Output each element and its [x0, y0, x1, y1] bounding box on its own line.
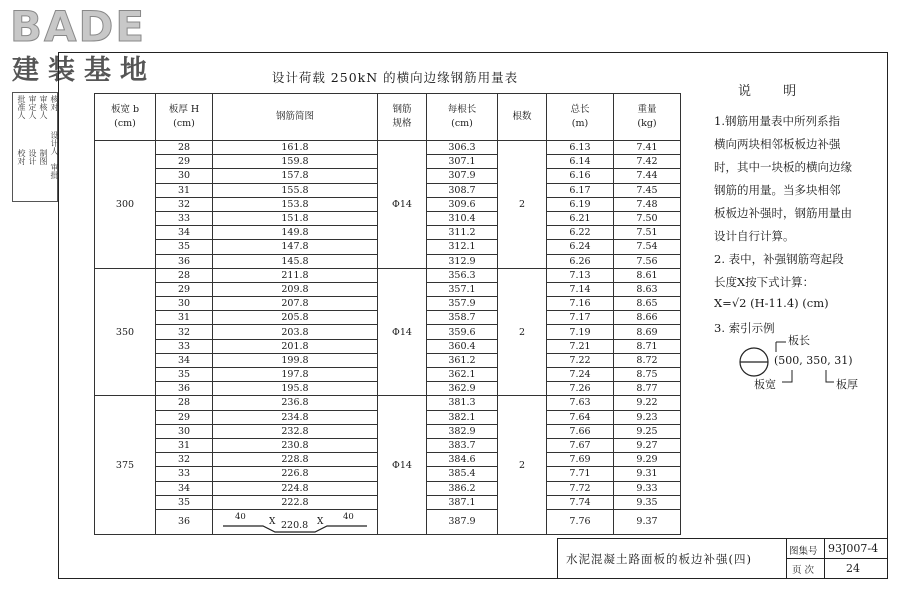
- cell-weight: 7.50: [614, 211, 681, 225]
- cell-total-length: 7.72: [547, 481, 614, 495]
- cell-total-length: 7.67: [547, 438, 614, 452]
- approval-sidebar: [12, 92, 58, 202]
- cell-weight: 8.61: [614, 268, 681, 282]
- atlas-number: 93J007-4: [828, 542, 879, 555]
- header-sketch: 钢筋简图: [213, 94, 378, 141]
- notes-line: 1.钢筋用量表中所列系指: [714, 114, 840, 128]
- cell-weight: 8.71: [614, 339, 681, 353]
- label-board-width: 板宽: [754, 378, 776, 391]
- cell-length-each: 387.9: [427, 509, 498, 534]
- cell-width: 375: [95, 396, 156, 535]
- cell-total-length: 7.26: [547, 382, 614, 396]
- cell-weight: 7.48: [614, 197, 681, 211]
- index-example-diagram: [730, 334, 880, 408]
- header-total-length: 总长 (m): [547, 94, 614, 141]
- cell-sketch: 149.8: [213, 226, 378, 240]
- cell-weight: 9.29: [614, 453, 681, 467]
- cell-sketch: 199.8: [213, 353, 378, 367]
- cell-weight: 8.63: [614, 282, 681, 296]
- cell-thickness: 29: [156, 282, 213, 296]
- cell-width: 350: [95, 268, 156, 396]
- notes-line: 板板边补强时，钢筋用量由: [714, 206, 852, 220]
- cell-spec: Φ14: [378, 268, 427, 396]
- cell-thickness: 33: [156, 211, 213, 225]
- cell-length-each: 362.9: [427, 382, 498, 396]
- sketch-center: 220.8: [281, 519, 309, 531]
- cell-thickness: 32: [156, 197, 213, 211]
- sidebar-label: 审批: [50, 163, 59, 179]
- cell-weight: 7.44: [614, 169, 681, 183]
- cell-sketch: 203.8: [213, 325, 378, 339]
- cell-thickness: 28: [156, 141, 213, 155]
- cell-weight: 8.69: [614, 325, 681, 339]
- table-row: [95, 396, 681, 410]
- cell-weight: 9.22: [614, 396, 681, 410]
- cell-thickness: 33: [156, 339, 213, 353]
- cell-length-each: 358.7: [427, 311, 498, 325]
- cell-total-length: 6.13: [547, 141, 614, 155]
- cell-spec: Φ14: [378, 141, 427, 269]
- cell-weight: 8.75: [614, 368, 681, 382]
- cell-weight: 7.41: [614, 141, 681, 155]
- sidebar-label: 制图: [39, 149, 48, 165]
- cell-sketch: 197.8: [213, 368, 378, 382]
- cell-weight: 8.66: [614, 311, 681, 325]
- cell-thickness: 35: [156, 240, 213, 254]
- cell-count: 2: [498, 396, 547, 535]
- cell-length-each: 385.4: [427, 467, 498, 481]
- cell-sketch: 228.8: [213, 453, 378, 467]
- cell-thickness: 29: [156, 155, 213, 169]
- sidebar-label: 批准人: [17, 95, 26, 119]
- atlas-label: 图集号: [789, 546, 818, 557]
- cell-thickness: 28: [156, 396, 213, 410]
- sketch-mark-right: X: [317, 516, 324, 527]
- cell-thickness: 30: [156, 424, 213, 438]
- header-count: 根数: [498, 94, 547, 141]
- title-block: [557, 538, 888, 579]
- cell-thickness: 35: [156, 368, 213, 382]
- cell-sketch: 211.8: [213, 268, 378, 282]
- cell-weight: 7.42: [614, 155, 681, 169]
- sidebar-label: 设计: [28, 149, 37, 165]
- cell-total-length: 6.22: [547, 226, 614, 240]
- cell-sketch: 155.8: [213, 183, 378, 197]
- notes-title: 说 明: [738, 84, 811, 99]
- sketch-end-left: 40: [235, 511, 246, 522]
- cell-length-each: 309.6: [427, 197, 498, 211]
- cell-length-each: 307.9: [427, 169, 498, 183]
- cell-total-length: 7.76: [547, 509, 614, 534]
- cell-sketch: 147.8: [213, 240, 378, 254]
- cell-length-each: 386.2: [427, 481, 498, 495]
- cell-length-each: 361.2: [427, 353, 498, 367]
- cell-sketch: 159.8: [213, 155, 378, 169]
- notes-line: 横向两块相邻板板边补强: [714, 137, 841, 151]
- cell-total-length: 6.17: [547, 183, 614, 197]
- cell-weight: 9.31: [614, 467, 681, 481]
- cell-length-each: 307.1: [427, 155, 498, 169]
- cell-length-each: 381.3: [427, 396, 498, 410]
- table-row: [95, 268, 681, 282]
- cell-sketch: 236.8: [213, 396, 378, 410]
- cell-count: 2: [498, 141, 547, 269]
- cell-total-length: 6.24: [547, 240, 614, 254]
- cell-sketch: 161.8: [213, 141, 378, 155]
- rebar-quantity-table: [94, 93, 681, 535]
- cell-total-length: 6.14: [547, 155, 614, 169]
- drawing-name: 水泥混凝土路面板的板边补强(四): [566, 552, 752, 566]
- cell-total-length: 7.16: [547, 297, 614, 311]
- cell-thickness: 34: [156, 226, 213, 240]
- label-board-thickness: 板厚: [836, 378, 858, 391]
- cell-thickness: 34: [156, 353, 213, 367]
- cell-length-each: 384.6: [427, 453, 498, 467]
- cell-thickness: 33: [156, 467, 213, 481]
- cell-thickness: 31: [156, 311, 213, 325]
- sketch-end-right: 40: [343, 511, 354, 522]
- cell-sketch: 232.8: [213, 424, 378, 438]
- sidebar-label: 校对: [17, 149, 26, 165]
- cell-thickness: 30: [156, 169, 213, 183]
- cell-weight: 9.37: [614, 509, 681, 534]
- index-code: (500, 350, 31): [774, 354, 853, 367]
- cell-total-length: 7.14: [547, 282, 614, 296]
- cell-total-length: 7.22: [547, 353, 614, 367]
- cell-length-each: 310.4: [427, 211, 498, 225]
- cell-weight: 8.72: [614, 353, 681, 367]
- notes-line: 钢筋的用量。当多块相邻: [714, 183, 841, 197]
- cell-thickness: 34: [156, 481, 213, 495]
- notes-line: 时，其中一块板的横向边缘: [714, 160, 852, 174]
- notes-item3: 3. 索引示例: [714, 321, 775, 335]
- cell-spec: Φ14: [378, 396, 427, 535]
- sketch-mark-left: X: [269, 516, 276, 527]
- cell-thickness: 36: [156, 254, 213, 268]
- header-weight: 重量 (kg): [614, 94, 681, 141]
- cell-total-length: 7.69: [547, 453, 614, 467]
- cell-length-each: 311.2: [427, 226, 498, 240]
- cell-length-each: 312.9: [427, 254, 498, 268]
- cell-weight: 9.27: [614, 438, 681, 452]
- header-thickness: 板厚 H (cm): [156, 94, 213, 141]
- cell-sketch: 195.8: [213, 382, 378, 396]
- table-row: [95, 141, 681, 155]
- cell-total-length: 7.66: [547, 424, 614, 438]
- cell-total-length: 7.19: [547, 325, 614, 339]
- cell-sketch: 153.8: [213, 197, 378, 211]
- cell-thickness: 36: [156, 509, 213, 534]
- cell-length-each: 312.1: [427, 240, 498, 254]
- cell-sketch: 234.8: [213, 410, 378, 424]
- cell-thickness: 31: [156, 183, 213, 197]
- cell-thickness: 36: [156, 382, 213, 396]
- cell-sketch: 209.8: [213, 282, 378, 296]
- label-board-length: 板长: [788, 334, 810, 347]
- cell-total-length: 7.24: [547, 368, 614, 382]
- cell-thickness: 31: [156, 438, 213, 452]
- cell-length-each: 356.3: [427, 268, 498, 282]
- cell-length-each: 387.1: [427, 495, 498, 509]
- cell-length-each: 383.7: [427, 438, 498, 452]
- page-number: 24: [846, 562, 860, 575]
- cell-sketch: 157.8: [213, 169, 378, 183]
- sidebar-label: 核对: [50, 95, 59, 111]
- cell-sketch: 224.8: [213, 481, 378, 495]
- cell-length-each: 357.1: [427, 282, 498, 296]
- cell-weight: 9.25: [614, 424, 681, 438]
- cell-thickness: 30: [156, 297, 213, 311]
- cell-length-each: 308.7: [427, 183, 498, 197]
- cell-length-each: 357.9: [427, 297, 498, 311]
- cell-total-length: 7.21: [547, 339, 614, 353]
- cell-total-length: 7.17: [547, 311, 614, 325]
- cell-length-each: 360.4: [427, 339, 498, 353]
- formula-x: X=√2 (H-11.4) (cm): [714, 296, 829, 310]
- cell-weight: 7.56: [614, 254, 681, 268]
- cell-total-length: 7.13: [547, 268, 614, 282]
- cell-sketch: 201.8: [213, 339, 378, 353]
- cell-weight: 7.51: [614, 226, 681, 240]
- logo-subtitle: 建装基地: [12, 55, 156, 86]
- cell-thickness: 29: [156, 410, 213, 424]
- cell-total-length: 7.64: [547, 410, 614, 424]
- cell-thickness: 32: [156, 453, 213, 467]
- cell-count: 2: [498, 268, 547, 396]
- notes-line: 2. 表中，补强钢筋弯起段: [714, 252, 844, 266]
- cell-sketch: [213, 509, 378, 534]
- cell-weight: 7.54: [614, 240, 681, 254]
- notes-line: 设计自行计算。: [714, 229, 795, 243]
- cell-sketch: 222.8: [213, 495, 378, 509]
- sidebar-label: 审核人: [39, 95, 48, 119]
- cell-sketch: 207.8: [213, 297, 378, 311]
- cell-sketch: 226.8: [213, 467, 378, 481]
- notes-line: 长度X按下式计算：: [714, 275, 815, 289]
- header-spec: 钢筋 规格: [378, 94, 427, 141]
- cell-length-each: 362.1: [427, 368, 498, 382]
- cell-length-each: 359.6: [427, 325, 498, 339]
- sidebar-label: 设计人: [50, 131, 59, 155]
- cell-weight: 8.65: [614, 297, 681, 311]
- cell-thickness: 32: [156, 325, 213, 339]
- cell-length-each: 306.3: [427, 141, 498, 155]
- cell-sketch: 205.8: [213, 311, 378, 325]
- cell-thickness: 28: [156, 268, 213, 282]
- cell-total-length: 7.63: [547, 396, 614, 410]
- table-header-row: [95, 94, 681, 141]
- cell-weight: 8.77: [614, 382, 681, 396]
- cell-total-length: 7.74: [547, 495, 614, 509]
- header-length-each: 每根长 (cm): [427, 94, 498, 141]
- sidebar-label: 审定人: [28, 95, 37, 119]
- cell-length-each: 382.9: [427, 424, 498, 438]
- cell-width: 300: [95, 141, 156, 269]
- notes-body: [714, 110, 884, 294]
- cell-weight: 9.35: [614, 495, 681, 509]
- logo-brand: BADE: [10, 2, 147, 51]
- cell-total-length: 6.19: [547, 197, 614, 211]
- cell-total-length: 6.26: [547, 254, 614, 268]
- page-label: 页 次: [792, 565, 815, 576]
- cell-length-each: 382.1: [427, 410, 498, 424]
- cell-weight: 9.23: [614, 410, 681, 424]
- cell-total-length: 6.16: [547, 169, 614, 183]
- cell-weight: 9.33: [614, 481, 681, 495]
- cell-sketch: 145.8: [213, 254, 378, 268]
- cell-weight: 7.45: [614, 183, 681, 197]
- cell-total-length: 7.71: [547, 467, 614, 481]
- cell-sketch: 230.8: [213, 438, 378, 452]
- cell-thickness: 35: [156, 495, 213, 509]
- table-body: [95, 141, 681, 535]
- cell-total-length: 6.21: [547, 211, 614, 225]
- cell-sketch: 151.8: [213, 211, 378, 225]
- header-width: 板宽 b (cm): [95, 94, 156, 141]
- table-title: 设计荷载 250kN 的横向边缘钢筋用量表: [271, 70, 519, 85]
